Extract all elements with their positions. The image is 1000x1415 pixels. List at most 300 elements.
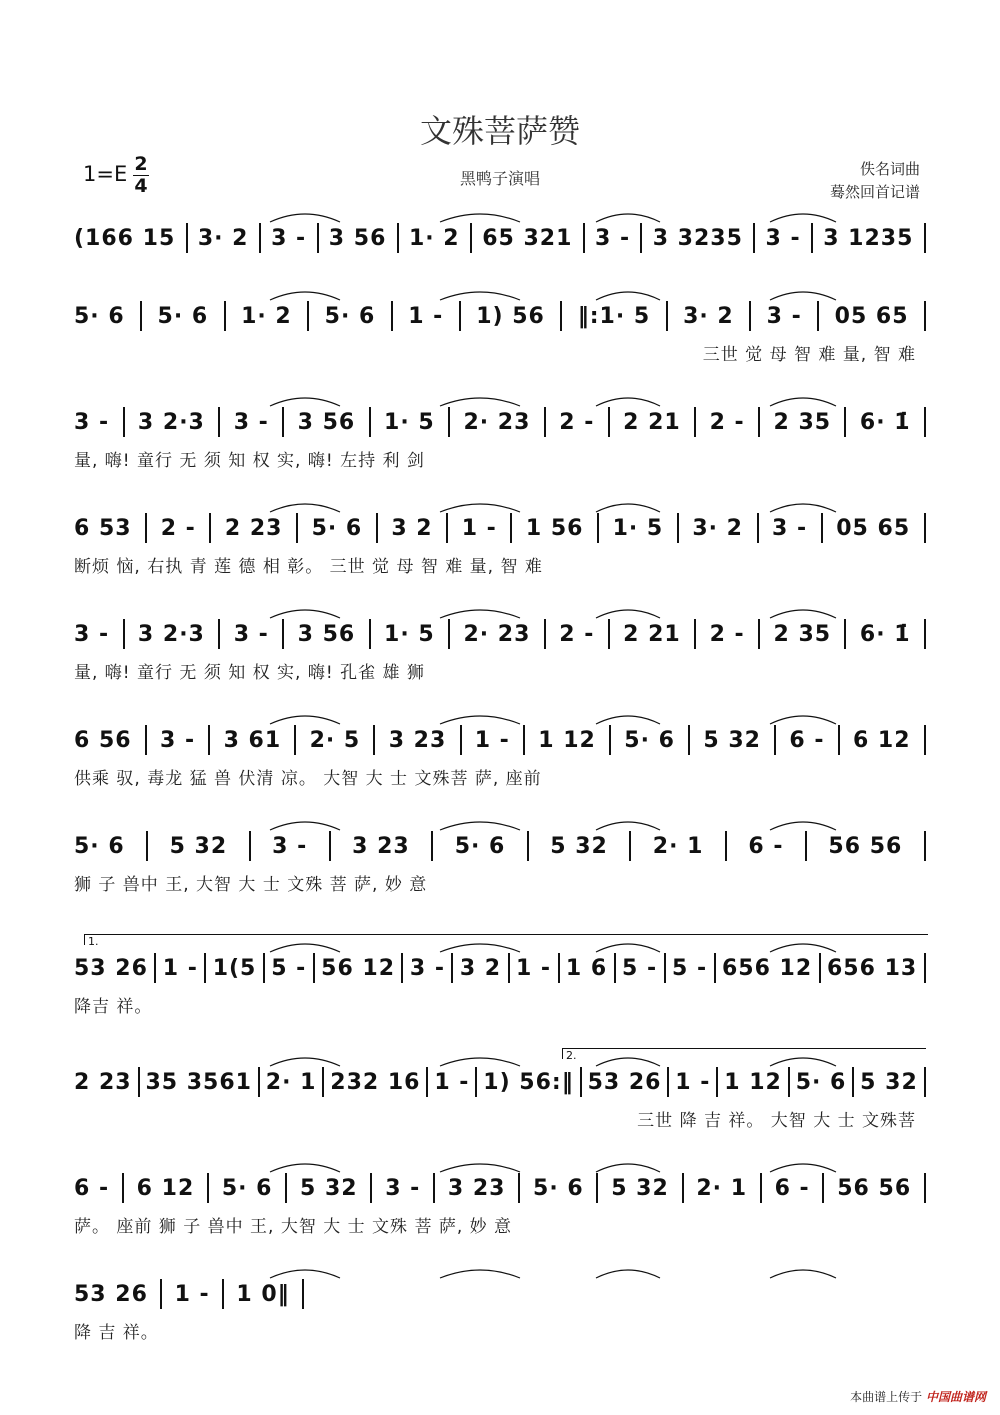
measure: 1) 56:‖: [483, 1069, 574, 1095]
lyric-text: 萨。 座前 狮 子 兽中 王, 大智 大 士 文殊 菩 萨, 妙 意: [74, 1217, 513, 1237]
score-system: [0, 1276, 1000, 1376]
slur-arcs: [0, 204, 1000, 224]
bar-line: [222, 1279, 224, 1309]
bar-line: [844, 619, 846, 649]
slur-arcs: [0, 1154, 1000, 1174]
slur-arcs: [0, 388, 1000, 408]
measure: 656 13: [827, 955, 918, 981]
measure: 1 56: [525, 515, 584, 541]
slur-arc: [270, 1164, 340, 1172]
measure: 2 -: [559, 621, 595, 647]
measure: 1 -: [162, 955, 198, 981]
bar-line: [448, 407, 450, 437]
bar-line: [544, 619, 546, 649]
measure: 2· 5: [309, 727, 361, 753]
slur-arc: [770, 1058, 836, 1066]
measure: 6 56: [74, 727, 132, 753]
measure: 1 -: [434, 1069, 470, 1095]
score-system: [0, 828, 1000, 928]
lyric-line: [74, 992, 926, 1018]
slur-arcs: [0, 494, 1000, 514]
bar-line: [924, 1173, 926, 1203]
slur-arc: [270, 1270, 340, 1278]
notation-line: [74, 404, 926, 440]
slur-arc: [270, 822, 340, 830]
bar-line: [714, 953, 716, 983]
measure: 6 -: [74, 1175, 110, 1201]
measure: 3 -: [271, 225, 307, 251]
time-signature-top: 2: [134, 153, 148, 175]
bar-line: [757, 513, 759, 543]
slur-arc: [440, 1058, 520, 1066]
bar-line: [844, 407, 846, 437]
bar-line: [688, 725, 690, 755]
bar-line: [160, 1279, 162, 1309]
measure: 6· 1̇: [859, 621, 911, 647]
measure: 5 32: [550, 833, 608, 859]
bar-line: [370, 1173, 372, 1203]
measure: 1 12: [538, 727, 596, 753]
measure: 1 -: [461, 515, 497, 541]
measure: 6 -: [789, 727, 825, 753]
measure: 3 -: [766, 303, 802, 329]
slur-arc: [440, 822, 520, 830]
measure: 3 23: [388, 727, 447, 753]
slur-arc: [270, 398, 340, 406]
measure: 5 32: [703, 727, 761, 753]
slur-arcs: [0, 706, 1000, 726]
measure: 3 2·3: [137, 621, 205, 647]
bar-line: [852, 1067, 854, 1097]
notation-line: [74, 828, 926, 864]
measure: 2 -: [160, 515, 196, 541]
bar-line: [207, 1173, 209, 1203]
lyric-text: 降 吉 祥。: [74, 1323, 159, 1343]
bar-line: [664, 953, 666, 983]
slur-arc: [270, 944, 340, 952]
measure: 6 53: [74, 515, 132, 541]
measure: 5· 6: [157, 303, 209, 329]
measure: 1 6: [565, 955, 608, 981]
slur-arc: [596, 716, 660, 724]
slur-arc: [270, 504, 340, 512]
bar-line: [667, 1067, 669, 1097]
bar-line: [811, 223, 813, 253]
bar-line: [313, 953, 315, 983]
slur-arc: [440, 398, 520, 406]
measure: 3· 2: [197, 225, 249, 251]
measure: 5· 6: [795, 1069, 847, 1095]
measure: 5 32: [611, 1175, 669, 1201]
lyric-text: 量, 嗨! 童行 无 须 知 权 实, 嗨! 孔雀 雄 狮: [74, 663, 425, 683]
footer-upload-note: [850, 1388, 986, 1405]
slur-arc: [596, 504, 660, 512]
bar-line: [426, 1067, 428, 1097]
slur-arc: [770, 504, 836, 512]
lyric-text: 降吉 祥。: [74, 997, 153, 1017]
lyric-line: [74, 870, 926, 896]
time-signature-bottom: 4: [134, 175, 148, 197]
bar-line: [258, 1067, 260, 1097]
volta-bracket: 2.: [562, 1048, 926, 1059]
measure: 2· 1: [265, 1069, 317, 1095]
bar-line: [677, 513, 679, 543]
bar-line: [470, 223, 472, 253]
lyric-line: [74, 764, 926, 790]
measure: 1· 5: [384, 621, 435, 647]
bar-line: [614, 953, 616, 983]
bar-line: [682, 1173, 684, 1203]
measure: 3 2: [391, 515, 433, 541]
bar-line: [510, 513, 512, 543]
measure: 2 21: [623, 621, 681, 647]
slur-arc: [270, 1058, 340, 1066]
slur-arc: [770, 822, 836, 830]
bar-line: [596, 1173, 598, 1203]
bar-line: [640, 223, 642, 253]
slur-arcs: [0, 812, 1000, 832]
slur-arcs: [0, 600, 1000, 620]
measure: 3 -: [385, 1175, 421, 1201]
notation-line: [74, 1064, 926, 1100]
bar-line: [518, 1173, 520, 1203]
slur-arc: [770, 292, 836, 300]
measure: 5· 6: [624, 727, 675, 753]
bar-line: [749, 301, 751, 331]
bar-line: [821, 513, 823, 543]
measure: 35 3561: [145, 1069, 252, 1095]
measure: 1 -: [174, 1281, 210, 1307]
bar-line: [401, 953, 403, 983]
score-system: [0, 404, 1000, 504]
lyric-line: [74, 340, 926, 366]
slur-arc: [440, 610, 520, 618]
bar-line: [817, 301, 819, 331]
slur-arc: [770, 1164, 836, 1172]
measure: 5 32: [169, 833, 228, 859]
bar-line: [459, 301, 461, 331]
slur-arc: [596, 292, 660, 300]
measure: 1(5: [212, 955, 257, 981]
bar-line: [583, 223, 585, 253]
measure: 6 -: [774, 1175, 810, 1201]
score-system: [0, 298, 1000, 398]
measure: 3 -: [74, 621, 110, 647]
bar-line: [249, 831, 251, 861]
bar-line: [294, 725, 296, 755]
measure: 53 26: [74, 1281, 148, 1307]
measure: 3 -: [74, 409, 110, 435]
bar-line: [322, 1067, 324, 1097]
measure: 6 12: [136, 1175, 195, 1201]
measure: 5· 6: [221, 1175, 273, 1201]
measure: 1) 56: [476, 303, 545, 329]
measure: 1 12: [724, 1069, 782, 1095]
slur-arc: [770, 944, 836, 952]
bar-line: [433, 1173, 435, 1203]
bar-line: [753, 223, 755, 253]
notation-line: [74, 1170, 926, 1206]
slur-arc: [770, 398, 836, 406]
slur-arc: [596, 1164, 660, 1172]
bar-line: [307, 301, 309, 331]
measure: 3 -: [765, 225, 801, 251]
bar-line: [838, 725, 840, 755]
bar-line: [451, 953, 453, 983]
measure: 232 16: [330, 1069, 421, 1095]
measure: 5· 6: [311, 515, 363, 541]
measure: 2 -: [709, 621, 745, 647]
bar-line: [805, 831, 807, 861]
measure: 1· 2: [241, 303, 292, 329]
measure: 2 21: [623, 409, 681, 435]
bar-line: [154, 953, 156, 983]
bar-line: [819, 953, 821, 983]
measure: 1 -: [408, 303, 444, 329]
bar-line: [608, 619, 610, 649]
measure: 5 -: [622, 955, 658, 981]
measure: 5 -: [672, 955, 708, 981]
notation-line: [74, 722, 926, 758]
bar-line: [666, 301, 668, 331]
measure: 2· 23: [463, 409, 531, 435]
bar-line: [208, 725, 210, 755]
bar-line: [725, 831, 727, 861]
performer-credit: 黑鸭子演唱: [459, 169, 540, 188]
measure: 2 35: [773, 409, 832, 435]
bar-line: [397, 223, 399, 253]
bar-line: [924, 953, 926, 983]
measure: 656 12: [721, 955, 813, 981]
bar-line: [446, 513, 448, 543]
slur-arcs: [0, 934, 1000, 954]
score-system: [0, 1049, 1000, 1164]
measure: 1 -: [675, 1069, 711, 1095]
bar-line: [376, 513, 378, 543]
bar-line: [204, 953, 206, 983]
score-system: [0, 1170, 1000, 1270]
measure: 6 12: [852, 727, 911, 753]
lyric-text: 量, 嗨! 童行 无 须 知 权 实, 嗨! 左持 利 剑: [74, 451, 425, 471]
measure: 3 1235: [823, 225, 914, 251]
bar-line: [138, 1067, 140, 1097]
lyricist-credit: 佚名词曲: [859, 160, 920, 178]
bar-line: [527, 831, 529, 861]
measure: 5 32: [860, 1069, 918, 1095]
page-title: 文殊菩萨赞: [419, 112, 580, 150]
measure: 3 23: [447, 1175, 506, 1201]
bar-line: [774, 725, 776, 755]
bar-line: [285, 1173, 287, 1203]
bar-line: [263, 953, 265, 983]
bar-line: [145, 513, 147, 543]
volta-bracket: 1.: [84, 934, 928, 945]
notation-line: [74, 616, 926, 652]
slur-arc: [596, 214, 660, 222]
bar-line: [629, 831, 631, 861]
bar-line: [218, 619, 220, 649]
measure: 3 56: [328, 225, 387, 251]
measure: 3 -: [233, 621, 269, 647]
bar-line: [431, 831, 433, 861]
bar-line: [924, 513, 926, 543]
measure: 3 -: [772, 515, 808, 541]
measure: 3 23: [352, 833, 410, 859]
bar-line: [391, 301, 393, 331]
slur-arc: [770, 716, 836, 724]
notation-line: [74, 298, 926, 334]
slur-arc: [596, 944, 660, 952]
lyric-text: 断烦 恼, 右执 青 莲 德 相 彰。 三世 觉 母 智 难 量, 智 难: [74, 557, 543, 577]
bar-line: [186, 223, 188, 253]
measure: 5· 6: [454, 833, 506, 859]
bar-line: [560, 301, 562, 331]
bar-line: [475, 1067, 477, 1097]
bar-line: [924, 407, 926, 437]
slur-arcs: [0, 282, 1000, 302]
slur-arc: [440, 214, 520, 222]
lyric-text: 供乘 驭, 毒龙 猛 兽 伏清 凉。 大智 大 士 文殊菩 萨, 座前: [74, 769, 542, 789]
transcriber-credit: 蓦然回首记谱: [829, 183, 920, 201]
bar-line: [608, 407, 610, 437]
bar-line: [146, 831, 148, 861]
bar-line: [140, 301, 142, 331]
measure: 56 56: [828, 833, 903, 859]
bar-line: [508, 953, 510, 983]
measure: 53 26: [587, 1069, 662, 1095]
bar-line: [788, 1067, 790, 1097]
slur-arc: [440, 504, 520, 512]
slur-arc: [270, 214, 340, 222]
bar-line: [924, 1067, 926, 1097]
bar-line: [448, 619, 450, 649]
slur-arc: [440, 292, 520, 300]
bar-line: [924, 301, 926, 331]
bar-line: [694, 407, 696, 437]
slur-arc: [596, 1058, 660, 1066]
bar-line: [580, 1067, 582, 1097]
notation-line: [74, 510, 926, 546]
bar-line: [924, 619, 926, 649]
measure: 3· 2: [692, 515, 743, 541]
measure: 5· 6: [74, 303, 125, 329]
slur-arc: [270, 610, 340, 618]
measure: 2· 1: [652, 833, 704, 859]
slur-arc: [770, 610, 836, 618]
notation-line: [74, 950, 926, 986]
bar-line: [302, 1279, 304, 1309]
bar-line: [282, 407, 284, 437]
slur-arcs: [0, 1260, 1000, 1280]
measure: 3 -: [409, 955, 445, 981]
bar-line: [329, 831, 331, 861]
bar-line: [209, 513, 211, 543]
slur-arc: [770, 214, 836, 222]
measure: 65 321: [482, 225, 573, 251]
measure: 3 2·3: [137, 409, 205, 435]
measure: 56 12: [321, 955, 396, 981]
key-signature: 1=E: [83, 162, 128, 186]
measure: 5· 6: [74, 833, 125, 859]
measure: 3 -: [160, 727, 196, 753]
bar-line: [924, 725, 926, 755]
lyric-line: [74, 552, 926, 578]
measure: 56 56: [837, 1175, 912, 1201]
bar-line: [123, 619, 125, 649]
bar-line: [523, 725, 525, 755]
slur-arc: [440, 1164, 520, 1172]
measure: 3 3235: [652, 225, 743, 251]
measure: 3 56: [297, 621, 356, 647]
bar-line: [558, 953, 560, 983]
measure: 5· 6: [324, 303, 376, 329]
lyric-line: [74, 1106, 926, 1132]
bar-line: [758, 619, 760, 649]
slur-arc: [596, 822, 660, 830]
bar-line: [758, 407, 760, 437]
measure: 05 65: [834, 303, 909, 329]
slur-arc: [440, 944, 520, 952]
lyric-text: 狮 子 兽中 王, 大智 大 士 文殊 菩 萨, 妙 意: [74, 875, 428, 895]
bar-line: [259, 223, 261, 253]
measure: 2 -: [709, 409, 745, 435]
bar-line: [924, 831, 926, 861]
measure: 6· 1̇: [859, 409, 911, 435]
measure: 53 26: [74, 955, 148, 981]
measure: 6 -: [748, 833, 784, 859]
bar-line: [224, 301, 226, 331]
lyric-line: [74, 446, 926, 472]
measure: 2 23: [224, 515, 283, 541]
slur-arcs: [0, 1048, 1000, 1068]
bar-line: [218, 407, 220, 437]
measure: 3 -: [272, 833, 308, 859]
bar-line: [145, 725, 147, 755]
slur-arc: [440, 716, 520, 724]
bar-line: [609, 725, 611, 755]
measure: 2· 1: [696, 1175, 748, 1201]
measure: 1 -: [474, 727, 510, 753]
measure: 3 2: [459, 955, 502, 981]
notation-line: [74, 220, 926, 256]
measure: 3 -: [595, 225, 631, 251]
score-system: [0, 510, 1000, 610]
measure: 3 -: [233, 409, 269, 435]
footer-upload-text: 本曲谱上传于: [850, 1390, 923, 1404]
bar-line: [924, 223, 926, 253]
bar-line: [369, 407, 371, 437]
measure: 2 -: [559, 409, 595, 435]
lyric-text: 三世 觉 母 智 难 量, 智 难: [702, 345, 916, 365]
measure: 1· 2: [408, 225, 460, 251]
measure: 2· 23: [463, 621, 531, 647]
bar-line: [460, 725, 462, 755]
score-system: [0, 935, 1000, 1050]
bar-line: [760, 1173, 762, 1203]
lyric-line: [74, 1318, 926, 1344]
measure: (166 15: [74, 225, 176, 251]
slur-arc: [596, 398, 660, 406]
slur-arc: [270, 716, 340, 724]
bar-line: [373, 725, 375, 755]
bar-line: [122, 1173, 124, 1203]
bar-line: [282, 619, 284, 649]
measure: 2 23: [74, 1069, 132, 1095]
slur-arc: [596, 610, 660, 618]
bar-line: [296, 513, 298, 543]
lyric-text: 三世 降 吉 祥。 大智 大 士 文殊菩: [637, 1111, 916, 1131]
bar-line: [317, 223, 319, 253]
